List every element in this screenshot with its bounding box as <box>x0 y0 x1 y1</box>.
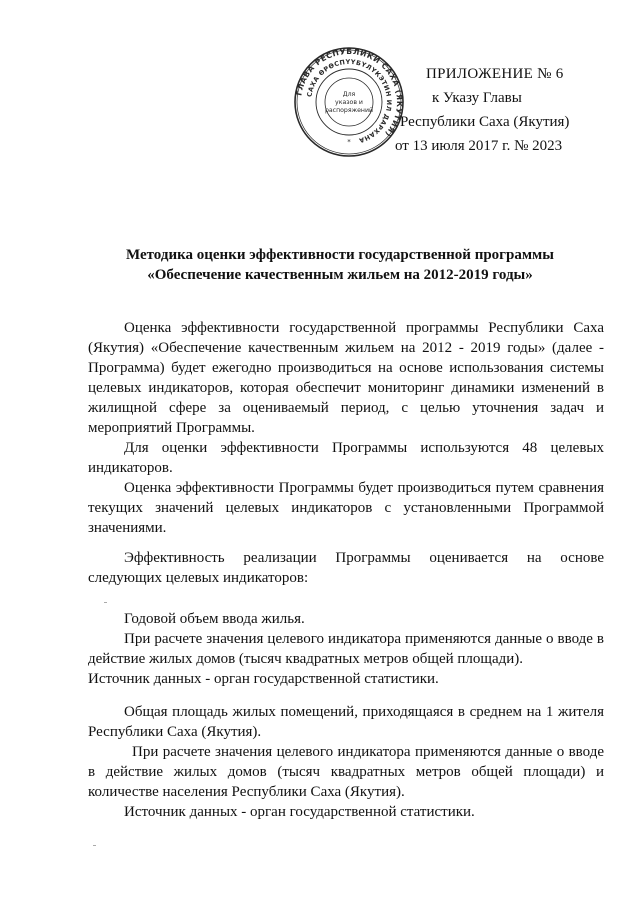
paragraph-8: Общая площадь жилых помещений, приходящаяся в среднем на 1 жителя Республики Саха (Якутия). <box>88 704 604 740</box>
intro-section <box>88 318 604 538</box>
paragraph-6: При расчете значения целевого индикатора применяются данные о вводе в действие жилых домов (тысяч квадратных метров общей площади). <box>88 631 604 667</box>
paragraph-3: Оценка эффективности Программы будет производиться путем сравнения текущих значений целевых индикаторов с установленными Программой значениями. <box>88 480 604 536</box>
document-title <box>60 245 620 285</box>
seal-center-line1: Для <box>342 91 356 98</box>
seal-center-line3: распоряжений <box>324 107 374 114</box>
paragraph-9: При расчете значения целевого индикатора применяются данные о вводе в действие жилых домов (тысяч квадратных метров общей площади) и количестве населения Республики Саха (Якутия). <box>88 744 604 800</box>
decree-date: от 13 июля 2017 г. № 2023 <box>395 138 563 154</box>
paragraph-1: Оценка эффективности государственной программы Республики Саха (Якутия) «Обеспечение качественным жильем на 2012 - 2019 годы» (далее - Программа) будет ежегодно производиться на основе использования системы целевых индикаторов, которая обеспечит мониторинг динамики изменений в жилищной сфере за оцениваемый период, с целью уточнения задач и мероприятий Программы. <box>88 320 604 436</box>
indicator-2-section <box>88 702 604 822</box>
indicators-intro-section <box>88 548 604 588</box>
scan-mark <box>93 845 96 846</box>
decree-reference: к Указу Главы <box>432 90 522 106</box>
seal-inner-text: САХА ӨРӨСПҮҮБҮЛҮКЭТИН ИЛ ДАРХАНА <box>305 57 394 145</box>
title-line-2: «Обеспечение качественным жильем на 2012-2019 годы» <box>147 267 533 283</box>
appendix-number: ПРИЛОЖЕНИЕ № 6 <box>426 66 564 82</box>
paragraph-2: Для оценки эффективности Программы используются 48 целевых индикаторов. <box>88 440 604 476</box>
appendix-header <box>388 62 588 158</box>
title-line-1: Методика оценки эффективности государственной программы <box>126 247 554 263</box>
paragraph-10: Источник данных - орган государственной статистики. <box>124 804 475 820</box>
republic-name: Республики Саха (Якутия) <box>400 114 570 130</box>
paragraph-4: Эффективность реализации Программы оценивается на основе следующих целевых индикаторов: <box>88 550 604 586</box>
seal-star-icon: * <box>347 138 351 146</box>
indicator-1-section <box>88 609 604 689</box>
seal-outer-text: ГЛАВА РЕСПУБЛИКИ САХА (ЯКУТИЯ) <box>294 46 405 139</box>
scan-mark <box>104 602 107 603</box>
paragraph-7: Источник данных - орган государственной статистики. <box>88 671 439 687</box>
seal-center-line2: указов и <box>335 99 363 106</box>
paragraph-5: Годовой объем ввода жилья. <box>124 611 305 627</box>
